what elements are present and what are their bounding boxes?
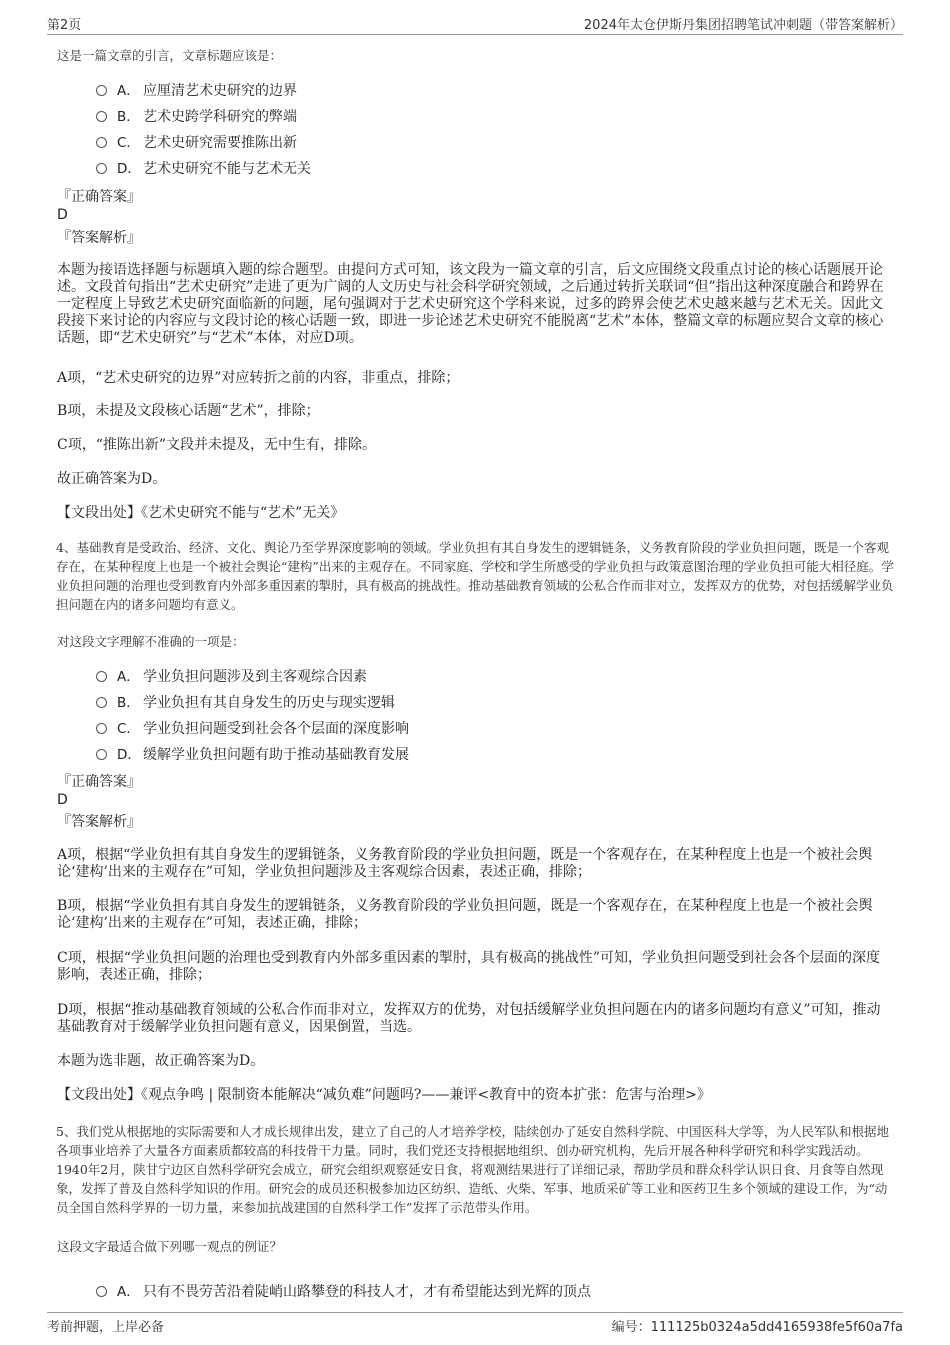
- analysis-paragraph: 本题为接语选择题与标题填入题的综合题型。由提问方式可知，该文段为一篇文章的引言，后文应围绕文段重点讨论的核心话题展开论述。文段首句指出“艺术史研究”走进了更为广阔的人文历史与社会科学研究领域，之后通过转折关联词“但”指出这种深度融合和跨界在一定程度上导致艺术史研究面临新的问题，尾句强调对于艺术史研究这个学科来说，过多的跨界会使艺术史越来越与艺术无关。因此文段接下来讨论的内容应与文段讨论的核心话题一致，即进一步论述艺术史研究不能脱离“艺术”本体，整篇文章的标题应契合文章的核心话题，即“艺术史研究”与“艺术”本体，对应D项。: [57, 262, 884, 346]
- correct-answer-label: 『正确答案』: [57, 189, 141, 205]
- analysis-paragraph: D项，根据“推动基础教育领域的公私合作而非对立，发挥双方的优势，对包括缓解学业负担问题在内的诸多问题均有意义”可知，推动基础教育对于缓解学业负担问题有意义，因果倒置，当选。: [57, 1002, 881, 1035]
- page-header: [47, 12, 903, 35]
- page-footer: [47, 1312, 903, 1335]
- q4-stem: 对这段文字理解不准确的一项是：: [57, 634, 245, 649]
- analysis-paragraph: B项，未提及文段核心话题“艺术”，排除；: [57, 403, 320, 419]
- correct-answer: D: [57, 207, 68, 223]
- q4-option-b[interactable]: B． 学业负担有其自身发生的历史与现实逻辑: [96, 692, 395, 714]
- q4-option-d[interactable]: D． 缓解学业负担问题有助于推动基础教育发展: [96, 744, 409, 766]
- source-citation: 【文段出处】《艺术史研究不能与“艺术”无关》: [57, 505, 345, 521]
- q3-option-a[interactable]: A． 应厘清艺术史研究的边界: [96, 80, 297, 102]
- correct-answer: D: [57, 792, 68, 808]
- q4-option-c[interactable]: C． 学业负担问题受到社会各个层面的深度影响: [96, 718, 409, 740]
- analysis-paragraph: 故正确答案为D。: [57, 471, 167, 487]
- analysis-paragraph: A项，“艺术史研究的边界”对应转折之前的内容，非重点，排除；: [57, 370, 460, 386]
- q5-stem: 这段文字最适合做下列哪一观点的例证？: [57, 1239, 283, 1254]
- analysis-paragraph: B项，根据“学业负担有其自身发生的逻辑链条，义务教育阶段的学业负担问题，既是一个客观存在，在某种程度上也是一个被社会舆论‘建构’出来的主观存在”可知，表述正确，排除；: [57, 898, 873, 931]
- radio-icon[interactable]: [96, 1286, 107, 1297]
- analysis-paragraph: 本题为选非题，故正确答案为D。: [57, 1053, 265, 1069]
- q3-option-d[interactable]: D． 艺术史研究不能与艺术无关: [96, 158, 311, 180]
- radio-icon[interactable]: [96, 723, 107, 734]
- radio-icon[interactable]: [96, 137, 107, 148]
- page-number: 第2页: [47, 18, 82, 33]
- q3-stem: 这是一篇文章的引言，文章标题应该是：: [57, 48, 283, 63]
- q4-option-a[interactable]: A． 学业负担问题涉及到主客观综合因素: [96, 666, 367, 688]
- radio-icon[interactable]: [96, 749, 107, 760]
- analysis-label: 『答案解析』: [57, 230, 141, 246]
- footer-slogan: 考前押题，上岸必备: [47, 1320, 165, 1335]
- document-id: 编号：111125b0324a5dd4165938fe5f60a7fa: [611, 1320, 903, 1335]
- radio-icon[interactable]: [96, 85, 107, 96]
- q5-passage: 5、我们党从根据地的实际需要和人才成长规律出发，建立了自己的人才培养学校，陆续创办了延安自然科学院、中国医科大学等，为人民军队和根据地各项事业培养了大量各方面素质都较高的科技骨干力量。同时，我们党还支持根据地组织、创办研究机构，先后开展各种科学研究和科学实践活动。1940年2月，陕甘宁边区自然科学研究会成立，研究会组织观察延安日食，将观测结果进行了详细记录，帮助学员和群众科学认识日食、月食等自然现象，发挥了普及自然科学知识的作用。研究会的成员还积极参加边区纺织、造纸、火柴、军事、地质采矿等工业和医药卫生多个领域的建设工作，为“动员全国自然科学界的一切力量，来参加抗战建国的自然科学工作”发挥了示范带头作用。: [56, 1124, 889, 1215]
- source-citation: 【文段出处】《观点争鸣 | 限制资本能解决“减负难”问题吗?——兼评<教育中的资本扩张：危害与治理>》: [57, 1087, 711, 1103]
- radio-icon[interactable]: [96, 111, 107, 122]
- q3-option-b[interactable]: B． 艺术史跨学科研究的弊端: [96, 106, 297, 128]
- document-title: 2024年太仓伊斯丹集团招聘笔试冲刺题（带答案解析）: [583, 18, 903, 33]
- q4-passage: 4、基础教育是受政治、经济、文化、舆论乃至学界深度影响的领域。学业负担有其自身发生的逻辑链条，义务教育阶段的学业负担问题，既是一个客观存在，在某种程度上也是一个被社会舆论“建构”出来的主观存在。不同家庭、学校和学生所感受的学业负担与政策意图治理的学业负担可能大相径庭。学业负担问题的治理也受到教育内外部多重因素的掣肘，具有极高的挑战性。推动基础教育领域的公私合作而非对立，发挥双方的优势，对包括缓解学业负担问题在内的诸多问题均有意义。: [56, 540, 894, 612]
- radio-icon[interactable]: [96, 697, 107, 708]
- radio-icon[interactable]: [96, 671, 107, 682]
- analysis-paragraph: C项，“推陈出新”文段并未提及，无中生有，排除。: [57, 437, 377, 453]
- q3-option-c[interactable]: C． 艺术史研究需要推陈出新: [96, 132, 297, 154]
- q5-option-a[interactable]: A． 只有不畏劳苦沿着陡峭山路攀登的科技人才，才有希望能达到光辉的顶点: [96, 1281, 591, 1303]
- correct-answer-label: 『正确答案』: [57, 774, 141, 790]
- analysis-paragraph: C项，根据“学业负担问题的治理也受到教育内外部多重因素的掣肘，具有极高的挑战性”可知，学业负担问题受到社会各个层面的深度影响，表述正确，排除；: [57, 950, 881, 983]
- analysis-label: 『答案解析』: [57, 814, 141, 830]
- radio-icon[interactable]: [96, 163, 107, 174]
- analysis-paragraph: A项，根据“学业负担有其自身发生的逻辑链条，义务教育阶段的学业负担问题，既是一个客观存在，在某种程度上也是一个被社会舆论‘建构’出来的主观存在”可知，学业负担问题涉及主客观综合因素，表述正确，排除；: [57, 847, 873, 880]
